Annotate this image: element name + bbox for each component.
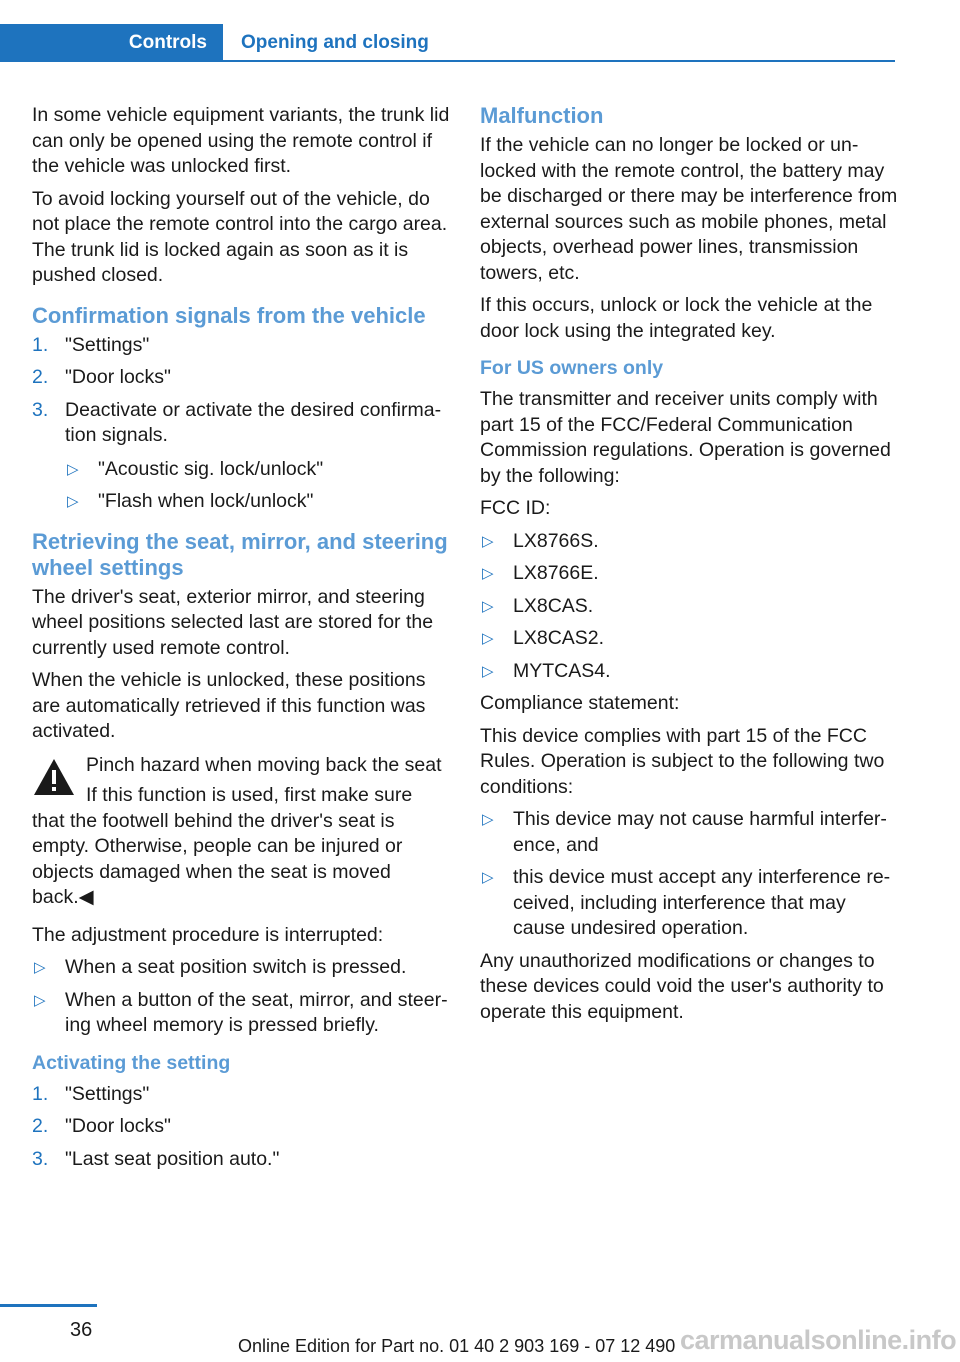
triangle-right-icon: ▷ <box>482 597 494 615</box>
retrieving-paragraph: When the vehicle is unlocked, these positions are automatically retrieved if this function was activated. <box>32 669 426 742</box>
step-number: 2. <box>32 1115 49 1137</box>
activating-steps <box>32 1082 450 1173</box>
list-item <box>480 529 898 555</box>
warning-box <box>32 753 450 911</box>
right-column <box>480 103 898 1032</box>
page-header <box>0 24 895 62</box>
header-section-tab: Controls <box>0 24 223 62</box>
triangle-right-icon: ▷ <box>67 460 79 478</box>
list-item-text: When a button of the seat, mirror, and steer‐ing wheel memory is pressed briefly. <box>65 988 448 1036</box>
list-item-text: LX8766S. <box>513 529 599 552</box>
list-item-text: This device may not cause harmful interfer‐ence, and <box>513 808 887 856</box>
step-item <box>32 1082 450 1108</box>
step-number: 1. <box>32 1082 49 1105</box>
list-item <box>480 807 898 858</box>
triangle-right-icon: ▷ <box>34 959 46 976</box>
confirmation-heading: Confirmation signals from the vehicle <box>32 302 426 328</box>
triangle-right-icon: ▷ <box>34 991 46 1009</box>
step-item <box>32 1114 450 1140</box>
fcc-id-label: FCC ID: <box>480 497 551 519</box>
list-item <box>65 457 450 483</box>
header-subsection-tab: Opening and closing <box>241 32 429 53</box>
intro-paragraph: In some vehicle equipment variants, the trunk lid can only be opened using the remote control if the vehicle was unlocked first. <box>32 104 450 177</box>
us-owners-paragraph: The transmitter and receiver units comply with part 15 of the FCC/Federal Communication Commission regulations. Operation is governed by the following: <box>480 388 891 487</box>
fcc-id-list <box>480 529 898 685</box>
list-item <box>480 865 898 942</box>
list-item-text: MYTCAS4. <box>513 659 611 682</box>
compliance-paragraph: This device complies with part 15 of the FCC Rules. Operation is subject to the following two conditions: <box>480 724 885 798</box>
step-item <box>32 333 450 359</box>
list-item-text: LX8766E. <box>513 562 599 584</box>
step-text: "Door locks" <box>65 1115 171 1137</box>
header-divider <box>0 60 895 62</box>
edition-text: Online Edition for Part no. 01 40 2 903 169 - 07 12 490 <box>238 1336 676 1356</box>
step-item <box>32 398 450 515</box>
closing-paragraph: Any unauthorized modifications or changes to these devices could void the user's authority to operate this equipment. <box>480 949 884 1023</box>
footer-divider <box>0 1304 97 1307</box>
warning-title: Pinch hazard when moving back the seat <box>86 753 442 776</box>
triangle-right-icon: ▷ <box>482 662 494 680</box>
list-item-text: LX8CAS. <box>513 594 594 617</box>
list-item <box>480 659 898 685</box>
list-item <box>480 626 898 652</box>
step-text: "Settings" <box>65 333 150 356</box>
us-owners-heading: For US owners only <box>480 357 664 379</box>
step-text: "Last seat position auto." <box>65 1147 280 1170</box>
triangle-right-icon: ▷ <box>67 493 79 510</box>
triangle-right-icon: ▷ <box>482 565 494 582</box>
activating-heading: Activating the setting <box>32 1051 231 1074</box>
list-item <box>32 988 450 1039</box>
interrupt-list <box>32 955 450 1039</box>
list-item <box>65 489 450 515</box>
left-column <box>32 103 450 1179</box>
step-item <box>32 365 450 391</box>
confirmation-sub-options <box>65 457 450 515</box>
triangle-right-icon: ▷ <box>482 630 494 647</box>
page-number: 36 <box>70 1319 93 1341</box>
list-item <box>32 955 450 981</box>
retrieving-paragraph: The driver's seat, exterior mirror, and steering wheel positions selected last are stored for the currently used remote control. <box>32 585 434 659</box>
compliance-label: Compliance statement: <box>480 692 680 714</box>
list-item-text: "Flash when lock/unlock" <box>98 490 314 512</box>
retrieving-heading: Retrieving the seat, mirror, and steering wheel settings <box>32 528 448 580</box>
confirmation-steps <box>32 333 450 515</box>
list-item <box>480 561 898 587</box>
conditions-list <box>480 807 898 942</box>
triangle-right-icon: ▷ <box>482 811 494 828</box>
step-text: Deactivate or activate the desired confirma‐tion signals. <box>65 398 442 446</box>
step-number: 1. <box>32 333 49 356</box>
malfunction-heading: Malfunction <box>480 103 604 128</box>
step-item <box>32 1147 450 1173</box>
list-item <box>480 594 898 620</box>
list-item-text: this device must accept any interference re‐ceived, including interference that may cause undesired operation. <box>513 866 891 939</box>
triangle-right-icon: ▷ <box>482 869 494 886</box>
step-number: 3. <box>32 398 49 421</box>
interrupt-intro: The adjustment procedure is interrupted: <box>32 923 384 946</box>
list-item-text: When a seat position switch is pressed. <box>65 956 407 978</box>
intro-paragraph: To avoid locking yourself out of the vehicle, do not place the remote control into the cargo area. The trunk lid is locked again as soon as it is pushed closed. <box>32 187 448 286</box>
step-text: "Door locks" <box>65 366 171 388</box>
malfunction-paragraph: If the vehicle can no longer be locked or un‐locked with the remote control, the battery may be discharged or there may be interference from external sources such as mobile phones, metal objects, overhead power lines, transmission towers, etc. <box>480 134 898 284</box>
watermark: carmanualsonline.info <box>680 1325 957 1355</box>
list-item-text: "Acoustic sig. lock/unlock" <box>98 457 324 480</box>
step-number: 3. <box>32 1147 49 1170</box>
step-number: 2. <box>32 366 49 388</box>
step-text: "Settings" <box>65 1082 150 1105</box>
warning-body: If this function is used, first make sure that the footwell behind the driver's seat is empty. Otherwise, people can be injured or objects damaged when the seat is moved back.◀ <box>32 784 413 908</box>
list-item-text: LX8CAS2. <box>513 627 605 649</box>
warning-triangle-icon <box>32 757 76 797</box>
malfunction-paragraph: If this occurs, unlock or lock the vehicle at the door lock using the integrated key. <box>480 294 873 342</box>
triangle-right-icon: ▷ <box>482 532 494 550</box>
